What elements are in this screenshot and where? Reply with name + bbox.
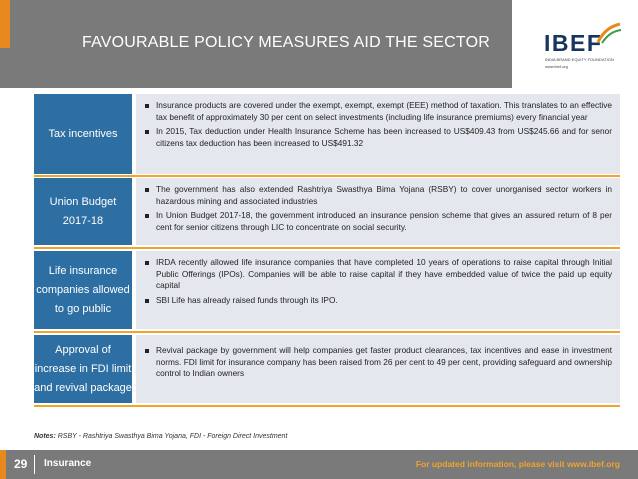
row-content-fdi-approval xyxy=(136,335,620,403)
row-label-line: 2017-18 xyxy=(62,214,104,227)
bullet-item: Revival package by government will help companies get faster product clearances, tax incentives and ease in investment norms. FDI limit for insurance company has been raised from 26 per cent to 49 per cent, providing safeguard and ownership control to Indian owners xyxy=(142,345,612,380)
row-label-line: Life insurance xyxy=(48,264,118,277)
footnote xyxy=(34,433,287,440)
bullet-item: The government has also extended Rashtriya Swasthya Bima Yojana (RSBY) to cover unorganised sector workers in hazardous mining and associated industries xyxy=(142,184,612,207)
logo-url: www.ibef.org xyxy=(545,64,568,69)
footnote-text: RSBY - Rashtriya Swasthya Bima Yojana, FDI - Foreign Direct Investment xyxy=(55,433,288,440)
page-number: 29 xyxy=(14,457,28,471)
row-label-life-insurance xyxy=(34,251,132,329)
footer-accent-stripe xyxy=(0,450,6,479)
bullet-item: SBI Life has already raised funds through its IPO. xyxy=(142,295,612,307)
row-label-union-budget xyxy=(34,178,132,245)
bullet-item: In 2015, Tax deduction under Health Insurance Scheme has been increased to US$409.43 from US$245.66 and for senor citizens tax deduction has been increased to US$491.32 xyxy=(142,126,612,149)
bullet-item: IRDA recently allowed life insurance companies that have completed 10 years of operations to raise capital through Initial Public Offerings (IPOs). Companies will be able to raise capital if they have embedded value of twice the paid up equity capital xyxy=(142,257,612,292)
row-divider xyxy=(34,175,620,177)
row-label-fdi-approval xyxy=(34,335,132,403)
row-content-life-insurance xyxy=(136,251,620,329)
bullet-item: In Union Budget 2017-18, the government introduced an insurance pension scheme that gives an assured return of 8 per cent for senior citizens through LIC to concentrate on social security. xyxy=(142,210,612,233)
row-label-line: companies allowed xyxy=(36,283,130,296)
row-divider xyxy=(34,405,620,407)
row-label-line: Approval of xyxy=(55,343,111,356)
header-accent-stripe xyxy=(0,0,10,48)
footer-bar xyxy=(0,450,638,479)
row-divider xyxy=(34,247,620,249)
row-divider xyxy=(34,331,620,333)
row-content-union-budget xyxy=(136,178,620,245)
logo-swoosh-icon xyxy=(596,22,622,44)
page-title: FAVOURABLE POLICY MEASURES AID THE SECTOR xyxy=(82,34,491,51)
row-content-tax-incentives xyxy=(136,94,620,174)
row-label-line: to go public xyxy=(54,302,112,315)
footer-separator xyxy=(34,455,35,474)
footnote-label: Notes: xyxy=(34,433,56,440)
row-label-line: increase in FDI limit xyxy=(34,362,132,375)
section-name: Insurance xyxy=(44,458,92,469)
row-label-tax-incentives xyxy=(34,94,132,174)
bullet-item: Insurance products are covered under the exempt, exempt, exempt (EEE) method of taxation. This translates to an effective tax benefit of approximately 30 per cent on select investments (including life insurance premiums) every financial year xyxy=(142,100,612,123)
row-label-line: Union Budget xyxy=(49,195,117,208)
row-label-line: and revival package xyxy=(34,381,132,394)
ibef-logo: IBEF xyxy=(544,30,603,56)
logo-tagline: INDIA BRAND EQUITY FOUNDATION xyxy=(545,57,614,62)
row-label-line: Tax incentives xyxy=(48,127,118,140)
website-link[interactable]: For updated information, please visit www.ibef.org xyxy=(415,459,620,469)
